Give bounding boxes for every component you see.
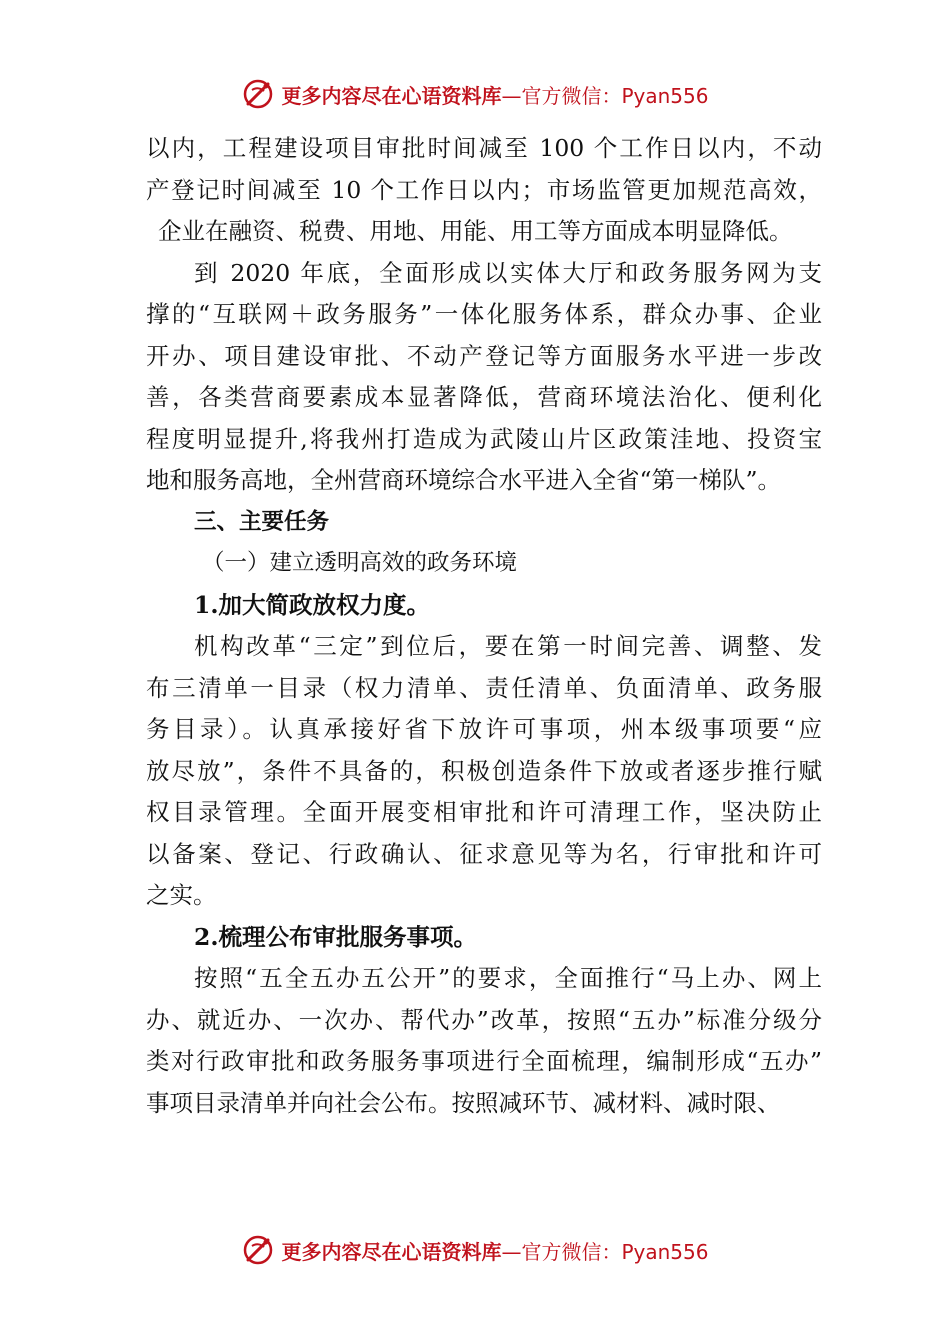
- footer-watermark-banner: [0, 1230, 950, 1270]
- paragraph-line: 企业在融资、税费、用地、用能、用工等方面成本明显降低。: [158, 217, 793, 245]
- paragraph-line: 撑的“互联网＋政务服务”一体化服务体系，群众办事、企业: [146, 300, 822, 328]
- paragraph-line: 事项目录清单并向社会公布。按照减环节、减材料、减时限、: [146, 1088, 781, 1117]
- item-heading: 1.加大简政放权力度。: [194, 590, 431, 619]
- paragraph-line: 地和服务高地，全州营商环境综合水平进入全省“第一梯队”。: [146, 466, 782, 494]
- paragraph-line: 以备案、登记、行政确认、征求意见等为名，行审批和许可: [146, 839, 822, 868]
- section-heading: 三、主要任务: [194, 508, 330, 535]
- header-banner-text: 更多内容尽在心语资料库—官方微信：Pyan556: [281, 83, 709, 108]
- subsection-heading: （一）建立透明高效的政务环境: [202, 550, 518, 576]
- document-body: [146, 128, 822, 1124]
- paragraph-line: 产登记时间减至 10 个工作日以内；市场监管更加规范高效，: [146, 175, 822, 204]
- paragraph-line: 机构改革“三定”到位后，要在第一时间完善、调整、发: [194, 632, 822, 660]
- paragraph-line: 之实。: [146, 881, 217, 909]
- paragraph-line: 类对行政审批和政务服务事项进行全面梳理，编制形成“五办”: [146, 1047, 822, 1075]
- paragraph-line: 放尽放”，条件不具备的，积极创造条件下放或者逐步推行赋: [146, 756, 822, 785]
- paragraph-line: 以内，工程建设项目审批时间减至 100 个工作日以内，不动: [146, 134, 822, 162]
- paragraph-line: 布三清单一目录（权力清单、责任清单、负面清单、政务服: [146, 673, 822, 702]
- footer-banner-text: 更多内容尽在心语资料库—官方微信：Pyan556: [281, 1239, 709, 1264]
- paragraph-line: 办、就近办、一次办、帮代办”改革，按照“五办”标准分级分: [146, 1005, 822, 1034]
- paragraph-line: 按照“五全五办五公开”的要求，全面推行“马上办、网上: [194, 964, 822, 992]
- paragraph-line: 开办、项目建设审批、不动产登记等方面服务水平进一步改: [146, 341, 822, 370]
- paragraph-line: 到 2020 年底，全面形成以实体大厅和政务服务网为支: [194, 258, 822, 287]
- header-watermark-banner: [0, 74, 950, 114]
- paragraph-line: 程度明显提升,将我州打造成为武陵山片区政策洼地、投资宝: [146, 424, 822, 453]
- paragraph-line: 权目录管理。全面开展变相审批和许可清理工作，坚决防止: [146, 798, 822, 826]
- item-heading: 2.梳理公布审批服务事项。: [194, 922, 478, 951]
- brush-logo-icon: [241, 1233, 275, 1267]
- paragraph-line: 善，各类营商要素成本显著降低，营商环境法治化、便利化: [146, 383, 822, 411]
- brush-logo-icon: [241, 77, 275, 111]
- paragraph-line: 务目录）。认真承接好省下放许可事项，州本级事项要“应: [146, 715, 822, 743]
